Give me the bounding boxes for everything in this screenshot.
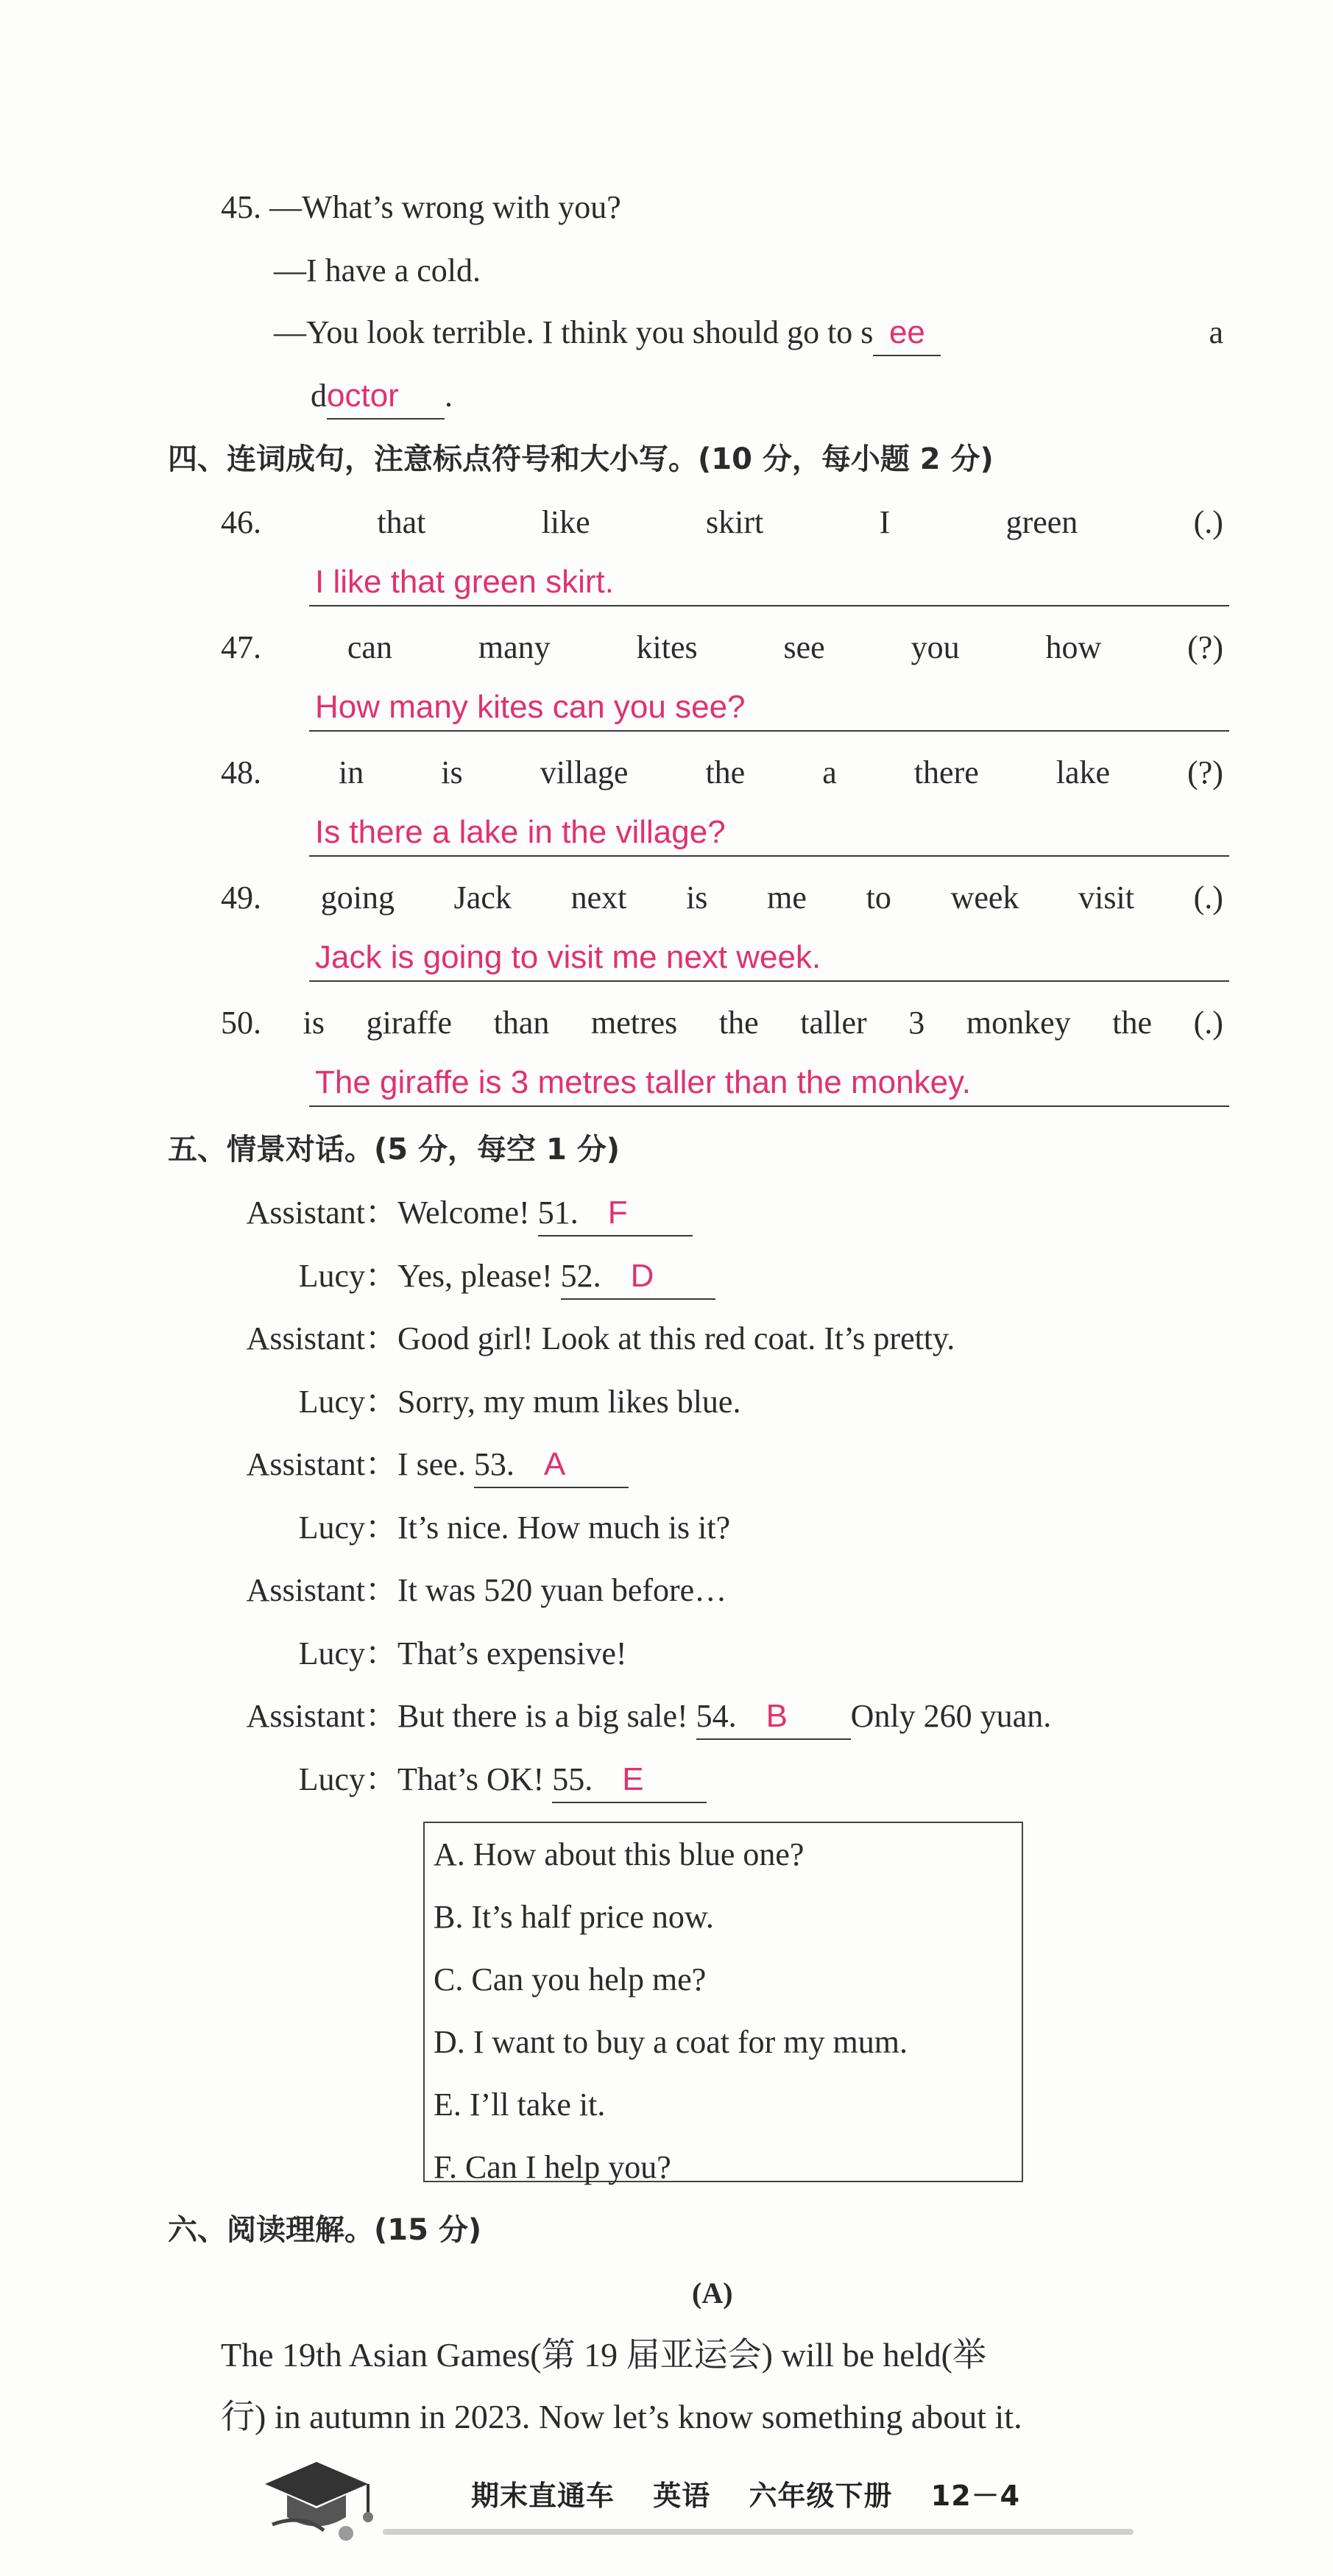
graduation-cap-icon [258,2444,375,2547]
answer-line[interactable]: The giraffe is 3 metres taller than the monkey. [309,1060,1229,1107]
question-number: 47. [221,629,261,665]
dialogue-line [221,1758,707,1803]
dialogue-speaker: Assistant： [246,1446,397,1482]
question-number: 46. [221,504,261,540]
word: me [767,880,807,916]
dialogue-line [221,1443,629,1488]
passage-line1-text: The 19th Asian Games(第 19 届亚运会) will be held(举 [221,2336,986,2374]
dialogue-speaker: Assistant： [246,1320,397,1356]
dialogue-blank[interactable] [561,1254,715,1300]
word: the [705,754,746,790]
passage-line2: 行) in autumn in 2023. Now let’s know something about it. [221,2398,1022,2435]
word: in [339,754,364,790]
option-item: C. Can you help me? [434,1961,707,1998]
dialogue-text: It’s nice. How much is it? [397,1509,731,1546]
dialogue-speaker: Assistant： [246,1698,397,1734]
word: you [911,629,960,665]
word: (?) [1187,754,1223,790]
footer-grade: 六年级下册 [749,2480,893,2512]
word: going [320,880,395,916]
option-item: B. It’s half price now. [434,1899,714,1935]
blank-answer: F [607,1195,628,1231]
word: is [441,754,463,790]
footer-subject: 英语 [653,2480,711,2512]
word: (.) [1193,880,1223,916]
q45-line3 [274,311,1223,356]
word: Jack [453,880,512,916]
word: the [1112,1005,1153,1041]
dialogue-speaker: Lucy： [298,1383,397,1420]
q45-line4-suffix: . [445,378,453,414]
dialogue-text: That’s expensive! [397,1635,627,1671]
word: green [1005,504,1078,540]
q45-blank2[interactable]: octor [327,374,445,420]
blank-answer: D [630,1257,654,1294]
dialogue-line [221,1568,726,1613]
answer-line[interactable]: Jack is going to visit me next week. [309,935,1229,982]
q45-blank1[interactable]: ee [873,311,941,356]
section5-heading: 五、情景对话。(5 分，每空 1 分) [168,1133,620,1167]
dialogue-text: Good girl! Look at this red coat. It’s pretty. [397,1320,955,1356]
dialogue-text: That’s OK! [397,1761,553,1797]
word: metres [591,1005,678,1041]
dialogue-line [221,1694,1051,1740]
dialogue-blank[interactable] [696,1694,851,1740]
q45-line4 [311,374,453,420]
blank-answer: A [543,1446,566,1482]
option-item: F. Can I help you? [434,2149,671,2185]
footer-book: 期末直通车 [471,2480,615,2512]
dialogue-after: Only 260 yuan. [850,1698,1052,1734]
dialogue-line [221,1380,740,1424]
word: (?) [1187,629,1223,665]
q45-line2: —I have a cold. [274,252,481,289]
word: next [570,880,627,916]
dialogue-line [221,1632,627,1676]
blank-number: 54. [696,1698,737,1734]
word: week [950,880,1019,916]
answer-line[interactable]: How many kites can you see? [309,684,1229,732]
dialogue-speaker: Lucy： [298,1257,397,1294]
blank-answer: E [622,1761,644,1797]
word: skirt [706,504,764,540]
section4-question [221,626,1223,670]
word: giraffe [366,1005,453,1041]
dialogue-line [221,1191,693,1236]
option-item: A. How about this blue one? [434,1836,805,1872]
blank-number: 55. [552,1761,593,1797]
dialogue-blank[interactable] [538,1191,693,1236]
q45-line3-text: —You look terrible. I think you should go to s [274,314,874,350]
dialogue-blank[interactable] [474,1443,629,1488]
answer-line[interactable]: I like that green skirt. [309,559,1229,606]
word: the [718,1005,759,1041]
dialogue-text: Sorry, my mum likes blue. [397,1383,741,1420]
dialogue-speaker: Lucy： [298,1509,397,1546]
q45-line3-after: a [1209,314,1223,350]
blank-answer: B [765,1698,788,1734]
word: there [913,754,979,790]
word: to [866,880,891,916]
footer-text [471,2473,1048,2513]
word: village [540,754,629,790]
section4-question [221,751,1223,795]
section4-question [221,500,1223,545]
word: that [377,504,426,540]
word: can [347,629,392,665]
question-number: 48. [221,754,261,790]
section4-question [221,876,1223,920]
dialogue-line [221,1506,730,1550]
word: see [783,629,825,665]
word: taller [800,1005,867,1041]
option-item: E. I’ll take it. [434,2087,606,2123]
passage-line1 [221,2333,1223,2377]
question-number: 50. [221,1005,261,1041]
passage-part-label: (A) [692,2276,733,2310]
dialogue-speaker: Assistant： [246,1572,397,1608]
dialogue-text: But there is a big sale! [397,1698,696,1734]
dialogue-blank[interactable] [552,1758,707,1803]
word: lake [1056,754,1111,790]
blank-number: 51. [537,1195,579,1231]
word: 3 [908,1005,925,1041]
word: how [1045,629,1102,665]
answer-line[interactable]: Is there a lake in the village? [309,810,1229,857]
dialogue-line [221,1317,955,1361]
word: (.) [1193,504,1223,540]
section6-heading: 六、阅读理解。(15 分) [168,2213,482,2247]
word: kites [636,629,698,665]
footer-bar [383,2529,1134,2535]
word: than [493,1005,550,1041]
q45-line1: 45. —What’s wrong with you? [221,189,621,225]
question-number: 49. [221,880,261,916]
section4-question [221,1001,1223,1045]
dialogue-text: Yes, please! [397,1257,561,1294]
word: like [541,504,590,540]
word: is [686,880,708,916]
section4-heading: 四、连词成句，注意标点符号和大小写。(10 分，每小题 2 分) [168,442,994,476]
word: a [822,754,837,790]
dialogue-text: Welcome! [397,1195,538,1231]
word: (.) [1193,1005,1223,1041]
dialogue-speaker: Lucy： [298,1635,397,1671]
q45-line4-prefix: d [311,378,327,414]
blank-number: 52. [560,1257,601,1294]
blank-number: 53. [473,1446,515,1482]
options-box [423,1822,1023,2185]
word: visit [1078,880,1134,916]
word: monkey [966,1005,1071,1041]
dialogue-line [221,1254,715,1300]
dialogue-speaker: Assistant： [246,1195,397,1231]
option-item: D. I want to buy a coat for my mum. [434,2024,908,2060]
footer-page: 12－4 [930,2480,1021,2512]
dialogue-speaker: Lucy： [298,1761,397,1797]
word: I [879,504,891,540]
dialogue-text: It was 520 yuan before… [397,1572,727,1608]
dialogue-text: I see. [397,1446,474,1482]
word: many [478,629,551,665]
word: is [303,1005,325,1041]
